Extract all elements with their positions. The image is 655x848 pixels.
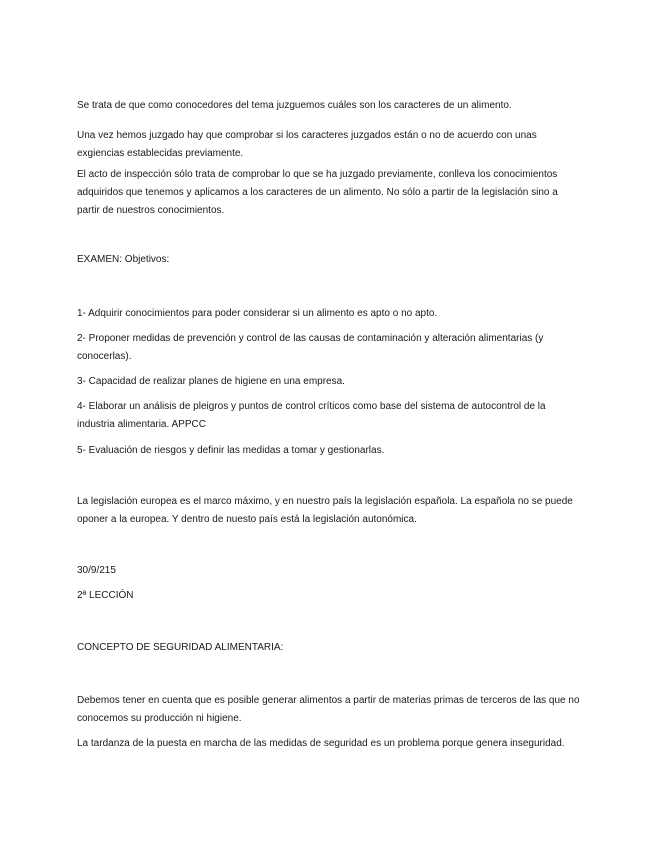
list-item-objetivo-1: 1- Adquirir conocimientos para poder considerar si un alimento es apto o no apto.	[77, 308, 438, 319]
heading-seguridad-alimentaria: CONCEPTO DE SEGURIDAD ALIMENTARIA:	[77, 642, 284, 653]
paragraph-tardanza: La tardanza de la puesta en marcha de las medidas de seguridad es un problema porque genera inseguridad.	[77, 738, 565, 749]
lesson-heading: 2ª LECCIÓN	[77, 590, 134, 601]
paragraph-juzgado: Una vez hemos juzgado hay que comprobar si los caracteres juzgados están o no de acuerdo con unas exgiencias establecidas previamente.	[77, 130, 537, 159]
paragraph-inspeccion: El acto de inspección sólo trata de comprobar lo que se ha juzgado previamente, conlleva los conocimientos adquiridos que tenemos y aplicamos a los caracteres de un alimento. No sólo a partir de la legislación sino a partir de nuestros conocimientos.	[77, 169, 558, 216]
paragraph-materias-primas: Debemos tener en cuenta que es posible generar alimentos a partir de materias primas de terceros de las que no conocemos su producción ni higiene.	[77, 695, 580, 724]
paragraph-intro: Se trata de que como conocedores del tema juzguemos cuáles son los caracteres de un alimento.	[77, 100, 512, 111]
heading-examen-objetivos: EXAMEN: Objetivos:	[77, 254, 170, 265]
list-item-objetivo-2: 2- Proponer medidas de prevención y control de las causas de contaminación y alteración alimentarias (y conocerlas).	[77, 333, 544, 362]
paragraph-legislacion: La legislación europea es el marco máximo, y en nuestro país la legislación española. La española no se puede oponer a la europea. Y dentro de nuesto país está la legislación autonómica.	[77, 496, 573, 525]
list-item-objetivo-4: 4- Elaborar un análisis de pleigros y puntos de control críticos como base del sistema de autocontrol de la industria alimentaria. APPCC	[77, 401, 546, 430]
date-text: 30/9/215	[77, 565, 116, 576]
list-item-objetivo-3: 3- Capacidad de realizar planes de higiene en una empresa.	[77, 376, 345, 387]
list-item-objetivo-5: 5- Evaluación de riesgos y definir las medidas a tomar y gestionarlas.	[77, 445, 385, 456]
